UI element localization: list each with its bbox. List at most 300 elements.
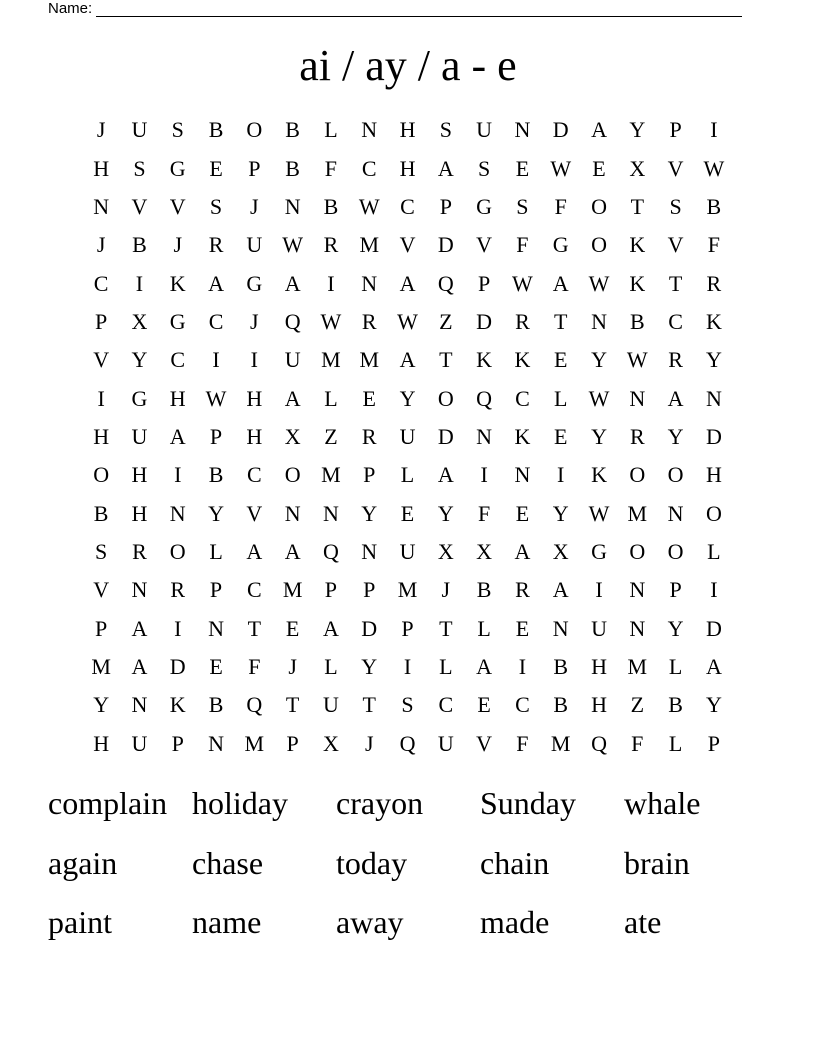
word-list-item: today xyxy=(336,844,408,881)
grid-letter: O xyxy=(284,462,301,488)
grid-letter: F xyxy=(707,232,721,258)
grid-letter: L xyxy=(477,615,491,641)
grid-letter: A xyxy=(284,538,301,564)
grid-letter: T xyxy=(439,615,453,641)
grid-letter: O xyxy=(437,385,454,411)
word-list-item: Sunday xyxy=(480,785,576,821)
grid-letter: A xyxy=(399,347,416,373)
grid-letter: H xyxy=(93,423,110,449)
grid-letter: V xyxy=(399,232,416,258)
grid-letter: N xyxy=(361,538,378,564)
grid-letter: M xyxy=(359,347,379,373)
grid-letter: Q xyxy=(246,692,263,718)
grid-letter: H xyxy=(705,462,722,488)
grid-letter: T xyxy=(247,615,262,641)
grid-letter: A xyxy=(437,462,454,488)
grid-letter: J xyxy=(250,193,259,219)
grid-letter: W xyxy=(205,385,227,411)
grid-letter: L xyxy=(324,117,338,143)
word-list-item: again xyxy=(48,844,118,881)
grid-letter: M xyxy=(550,730,571,756)
grid-letter: J xyxy=(441,577,451,603)
grid-letter: E xyxy=(477,692,491,718)
grid-letter: W xyxy=(512,270,533,296)
grid-letter: I xyxy=(250,347,258,373)
grid-letter: U xyxy=(399,538,416,564)
grid-letter: L xyxy=(707,538,721,564)
grid-letter: A xyxy=(131,615,148,641)
grid-letter: T xyxy=(668,270,683,296)
grid-letter: A xyxy=(591,117,607,143)
grid-letter: F xyxy=(477,500,491,526)
grid-letter: D xyxy=(361,615,378,641)
grid-letter: B xyxy=(323,193,339,219)
grid-letter: C xyxy=(170,347,186,373)
grid-letter: S xyxy=(171,117,184,143)
grid-letter: B xyxy=(208,117,224,143)
grid-letter: I xyxy=(710,117,718,143)
grid-letter: G xyxy=(169,155,186,181)
grid-letter: V xyxy=(476,730,493,756)
grid-letter: P xyxy=(363,577,376,603)
grid-letter: O xyxy=(591,193,607,219)
grid-letter: K xyxy=(591,462,607,488)
grid-letter: O xyxy=(667,462,684,488)
grid-letter: P xyxy=(363,462,376,488)
grid-letter: M xyxy=(282,577,303,603)
grid-letter: U xyxy=(246,232,263,258)
grid-letter: F xyxy=(248,653,261,679)
grid-letter: R xyxy=(361,423,377,449)
grid-letter: R xyxy=(668,347,683,373)
grid-letter: P xyxy=(707,730,721,756)
grid-letter: X xyxy=(131,308,148,334)
grid-letter: O xyxy=(246,117,263,143)
grid-letter: W xyxy=(588,500,610,526)
grid-letter: X xyxy=(437,538,454,564)
grid-letter: A xyxy=(322,615,339,641)
grid-letter: Q xyxy=(322,538,339,564)
grid-letter: D xyxy=(552,117,569,143)
grid-letter: T xyxy=(439,347,453,373)
grid-letter: H xyxy=(169,385,186,411)
name-label: Name: xyxy=(48,0,93,17)
grid-letter: U xyxy=(399,423,416,449)
grid-letter: K xyxy=(169,692,186,718)
grid-letter: R xyxy=(706,270,722,296)
grid-letter: Y xyxy=(361,500,378,526)
grid-letter: A xyxy=(514,538,531,564)
grid-letter: E xyxy=(285,615,300,641)
grid-letter: N xyxy=(208,615,224,641)
word-list-item: chase xyxy=(192,844,264,881)
grid-letter: H xyxy=(399,117,416,143)
grid-letter: Y xyxy=(667,615,684,641)
grid-letter: C xyxy=(246,462,262,488)
grid-letter: Y xyxy=(705,347,722,373)
grid-letter: U xyxy=(131,423,148,449)
grid-letter: K xyxy=(514,423,531,449)
word-list-item: name xyxy=(192,904,262,940)
grid-letter: Q xyxy=(284,308,301,334)
grid-letter: N xyxy=(208,730,224,756)
grid-letter: W xyxy=(703,155,725,181)
grid-letter: M xyxy=(321,462,341,488)
grid-letter: W xyxy=(626,347,648,373)
grid-letter: M xyxy=(244,730,265,756)
grid-letter: Z xyxy=(439,308,453,334)
grid-letter: D xyxy=(476,308,493,334)
grid-letter: Y xyxy=(591,423,607,449)
grid-letter: O xyxy=(667,538,684,564)
grid-letter: M xyxy=(359,232,379,258)
grid-letter: R xyxy=(170,577,186,603)
grid-letter: C xyxy=(515,692,530,718)
grid-letter: A xyxy=(705,653,722,679)
grid-letter: B xyxy=(476,577,492,603)
grid-letter: H xyxy=(131,500,148,526)
grid-letter: M xyxy=(627,653,648,679)
grid-letter: M xyxy=(91,653,111,679)
grid-letter: G xyxy=(169,308,186,334)
grid-letter: Y xyxy=(208,500,224,526)
grid-letter: S xyxy=(133,155,146,181)
grid-letter: Q xyxy=(476,385,493,411)
grid-letter: A xyxy=(284,270,301,296)
grid-letter: V xyxy=(93,347,110,373)
grid-letter: W xyxy=(588,385,610,411)
grid-letter: W xyxy=(282,232,304,258)
grid-letter: W xyxy=(320,308,342,334)
grid-letter: I xyxy=(557,462,565,488)
grid-letter: Y xyxy=(437,500,454,526)
grid-letter: E xyxy=(515,500,530,526)
grid-letter: P xyxy=(209,423,223,449)
grid-letter: X xyxy=(322,730,339,756)
grid-letter: N xyxy=(361,270,378,296)
grid-letter: N xyxy=(93,193,110,219)
grid-letter: V xyxy=(93,577,110,603)
grid-letter: Q xyxy=(399,730,416,756)
grid-letter: I xyxy=(174,615,182,641)
grid-letter: Q xyxy=(437,270,454,296)
grid-letter: C xyxy=(208,308,224,334)
grid-letter: C xyxy=(361,155,377,181)
grid-letter: I xyxy=(518,653,527,679)
grid-letter: I xyxy=(174,462,182,488)
grid-letter: N xyxy=(552,615,569,641)
grid-letter: I xyxy=(480,462,488,488)
grid-letter: M xyxy=(397,577,418,603)
grid-letter: K xyxy=(169,270,186,296)
grid-letter: X xyxy=(629,155,646,181)
word-list-item: brain xyxy=(624,844,690,881)
grid-letter: Y xyxy=(131,347,148,373)
grid-letter: N xyxy=(705,385,722,411)
grid-letter: B xyxy=(132,232,147,258)
grid-letter: H xyxy=(93,730,110,756)
grid-letter: N xyxy=(284,500,301,526)
grid-letter: B xyxy=(285,155,300,181)
grid-letter: A xyxy=(246,538,263,564)
grid-letter: C xyxy=(93,270,109,296)
grid-letter: L xyxy=(324,653,338,679)
grid-letter: H xyxy=(246,385,263,411)
grid-letter: N xyxy=(629,615,646,641)
grid-letter: N xyxy=(591,308,607,334)
grid-letter: A xyxy=(667,385,684,411)
grid-letter: C xyxy=(246,577,262,603)
grid-letter: E xyxy=(553,347,568,373)
grid-letter: A xyxy=(552,577,569,603)
grid-letter: P xyxy=(248,155,261,181)
grid-letter: Y xyxy=(361,653,378,679)
grid-letter: U xyxy=(131,730,148,756)
grid-letter: S xyxy=(669,193,682,219)
grid-letter: J xyxy=(250,308,259,334)
name-underline[interactable] xyxy=(96,2,742,17)
grid-letter: R xyxy=(208,232,224,258)
word-list xyxy=(48,774,768,953)
grid-letter: B xyxy=(208,692,224,718)
grid-letter: E xyxy=(400,500,415,526)
grid-letter: N xyxy=(131,692,148,718)
grid-letter: W xyxy=(588,270,610,296)
grid-letter: U xyxy=(476,117,493,143)
grid-letter: R xyxy=(323,232,339,258)
grid-letter: B xyxy=(629,308,645,334)
grid-letter: N xyxy=(476,423,493,449)
grid-letter: A xyxy=(169,423,186,449)
grid-letter: B xyxy=(553,692,569,718)
grid-letter: L xyxy=(324,385,338,411)
grid-letter: Y xyxy=(93,692,110,718)
grid-letter: D xyxy=(437,423,454,449)
grid-letter: T xyxy=(362,692,376,718)
word-list-item: made xyxy=(480,904,550,940)
grid-letter: N xyxy=(169,500,186,526)
grid-letter: E xyxy=(209,653,223,679)
grid-letter: J xyxy=(173,232,183,258)
grid-letter: H xyxy=(591,692,607,718)
grid-letter: O xyxy=(93,462,110,488)
grid-letter: B xyxy=(285,117,300,143)
word-list-item: holiday xyxy=(192,785,288,821)
grid-letter: E xyxy=(553,423,568,449)
grid-letter: F xyxy=(516,232,529,258)
grid-letter: I xyxy=(403,653,412,679)
grid-letter: Z xyxy=(324,423,338,449)
grid-letter: E xyxy=(209,155,223,181)
grid-letter: B xyxy=(668,692,683,718)
grid-letter: Y xyxy=(667,423,684,449)
grid-letter: Y xyxy=(705,692,722,718)
grid-letter: S xyxy=(401,692,414,718)
grid-letter: G xyxy=(476,193,493,219)
grid-letter: F xyxy=(516,730,529,756)
grid-letter: A xyxy=(552,270,569,296)
word-list-item: paint xyxy=(48,904,112,940)
grid-letter: M xyxy=(627,500,648,526)
grid-letter: S xyxy=(516,193,529,219)
grid-letter: I xyxy=(97,385,105,411)
word-list-item: crayon xyxy=(336,785,424,821)
grid-letter: H xyxy=(93,155,110,181)
grid-letter: R xyxy=(629,423,645,449)
grid-letter: N xyxy=(514,462,531,488)
grid-letter: E xyxy=(592,155,606,181)
grid-letter: N xyxy=(667,500,684,526)
grid-letter: B xyxy=(706,193,722,219)
grid-letter: I xyxy=(212,347,220,373)
grid-letter: U xyxy=(591,615,607,641)
grid-letter: J xyxy=(96,117,106,143)
grid-letter: H xyxy=(399,155,416,181)
grid-letter: P xyxy=(286,730,299,756)
grid-letter: B xyxy=(93,500,109,526)
grid-letter: N xyxy=(284,193,301,219)
grid-letter: C xyxy=(400,193,415,219)
grid-letter: K xyxy=(629,232,646,258)
grid-letter: A xyxy=(399,270,416,296)
grid-letter: P xyxy=(95,308,108,334)
grid-letter: A xyxy=(284,385,301,411)
grid-letter: D xyxy=(705,423,722,449)
word-list-item: ate xyxy=(624,904,662,940)
grid-letter: B xyxy=(208,462,224,488)
grid-letter: H xyxy=(131,462,148,488)
grid-letter: U xyxy=(322,692,339,718)
grid-letter: R xyxy=(515,308,530,334)
grid-letter: F xyxy=(554,193,567,219)
grid-letter: V xyxy=(476,232,493,258)
grid-letter: N xyxy=(629,385,646,411)
grid-letter: L xyxy=(209,538,223,564)
grid-letter: C xyxy=(515,385,530,411)
grid-letter: L xyxy=(553,385,568,411)
grid-letter: N xyxy=(322,500,339,526)
grid-letter: T xyxy=(553,308,568,334)
grid-letter: Y xyxy=(552,500,569,526)
grid-letter: L xyxy=(668,653,683,679)
grid-letter: G xyxy=(246,270,263,296)
grid-letter: P xyxy=(477,270,491,296)
grid-letter: T xyxy=(630,193,645,219)
grid-letter: M xyxy=(321,347,341,373)
grid-letter: U xyxy=(131,117,148,143)
grid-letter: V xyxy=(246,500,263,526)
word-list-item: away xyxy=(336,904,404,940)
grid-letter: P xyxy=(669,577,682,603)
grid-letter: O xyxy=(705,500,722,526)
grid-letter: R xyxy=(361,308,377,334)
grid-letter: Y xyxy=(591,347,607,373)
grid-letter: Y xyxy=(629,117,646,143)
grid-letter: R xyxy=(132,538,147,564)
grid-letter: F xyxy=(631,730,644,756)
word-list-item: whale xyxy=(624,785,701,821)
grid-letter: I xyxy=(595,577,603,603)
grid-letter: X xyxy=(476,538,493,564)
grid-letter: P xyxy=(171,730,184,756)
grid-letter: A xyxy=(476,653,493,679)
grid-letter: H xyxy=(591,653,607,679)
page-title: ai / ay / a - e xyxy=(299,41,517,90)
grid-letter: L xyxy=(400,462,415,488)
grid-letter: O xyxy=(591,232,607,258)
grid-letter: N xyxy=(361,117,378,143)
grid-letter: O xyxy=(629,462,646,488)
grid-letter: S xyxy=(439,117,452,143)
grid-letter: G xyxy=(591,538,607,564)
grid-letter: D xyxy=(169,653,186,679)
grid-letter: K xyxy=(705,308,722,334)
grid-letter: Y xyxy=(399,385,416,411)
grid-letter: I xyxy=(710,577,718,603)
grid-letter: J xyxy=(364,730,374,756)
grid-letter: A xyxy=(131,653,148,679)
grid-letter: Q xyxy=(591,730,607,756)
grid-letter: P xyxy=(669,117,682,143)
grid-letter: K xyxy=(629,270,646,296)
grid-letter: W xyxy=(550,155,572,181)
grid-letter: X xyxy=(284,423,301,449)
grid-letter: V xyxy=(169,193,186,219)
word-list-item: complain xyxy=(48,785,168,821)
grid-letter: Z xyxy=(630,692,645,718)
grid-letter: P xyxy=(401,615,414,641)
grid-letter: G xyxy=(552,232,569,258)
grid-letter: E xyxy=(515,615,530,641)
grid-letter: S xyxy=(95,538,108,564)
grid-letter: S xyxy=(477,155,491,181)
grid-letter: A xyxy=(437,155,454,181)
grid-letter: F xyxy=(324,155,338,181)
grid-letter: K xyxy=(476,347,493,373)
name-field[interactable] xyxy=(48,0,742,17)
grid-letter: U xyxy=(437,730,454,756)
grid-letter: D xyxy=(705,615,722,641)
grid-letter: W xyxy=(397,308,418,334)
grid-letter: I xyxy=(327,270,335,296)
grid-letter: H xyxy=(246,423,263,449)
grid-letter: N xyxy=(131,577,148,603)
grid-letter: E xyxy=(515,155,530,181)
grid-letter: T xyxy=(285,692,300,718)
grid-letter: W xyxy=(358,193,380,219)
grid-letter: L xyxy=(668,730,683,756)
grid-letter: N xyxy=(514,117,531,143)
word-list-item: chain xyxy=(480,844,550,881)
grid-letter: J xyxy=(96,232,106,258)
grid-letter: V xyxy=(667,155,684,181)
grid-letter: P xyxy=(209,577,223,603)
grid-letter: K xyxy=(514,347,531,373)
grid-letter: G xyxy=(131,385,148,411)
grid-letter: O xyxy=(169,538,186,564)
grid-letter: A xyxy=(208,270,224,296)
grid-letter: N xyxy=(629,577,646,603)
letter-grid xyxy=(82,111,733,763)
grid-letter: O xyxy=(629,538,646,564)
grid-letter: P xyxy=(439,193,452,219)
grid-letter: P xyxy=(324,577,338,603)
grid-letter: U xyxy=(284,347,301,373)
grid-letter: S xyxy=(209,193,223,219)
grid-letter: C xyxy=(438,692,454,718)
grid-letter: C xyxy=(668,308,683,334)
grid-letter: J xyxy=(288,653,297,679)
